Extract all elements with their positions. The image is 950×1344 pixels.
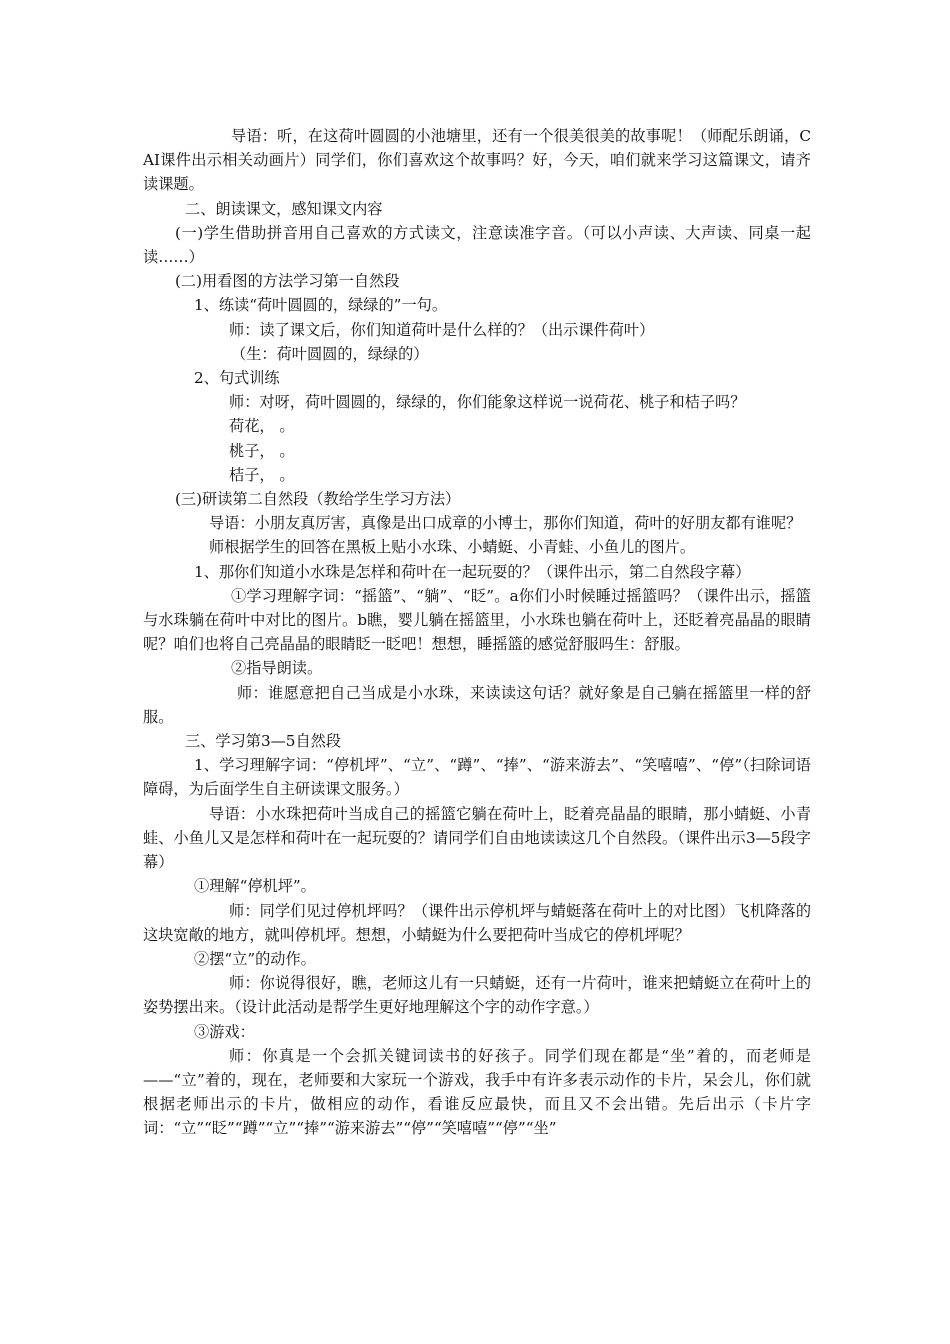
paragraph-guide-dragonfly: 导语：小水珠把荷叶当成自己的摇篮它躺在荷叶上，眨着亮晶晶的眼睛，那小蜻蜓、小青蛙、小鱼儿又是怎样和荷叶在一起玩耍的？请同学们自由地读读这几个自然段。（课件出示3—5段字幕） xyxy=(143,804,811,872)
teacher-apron-question: 师：同学们见过停机坪吗？（课件出示停机坪与蜻蜓落在荷叶上的对比图）飞机降落的这块宽敞的地方，就叫停机坪。想想，小蜻蜓为什么要把荷叶当成它的停机坪呢？ xyxy=(143,901,811,944)
item-vocab-list: 1、学习理解字词：“停机坪”、“立”、“蹲”、“捧”、“游来游去”、“笑嘻嘻”、“停”（扫除词语障碍，为后面学生自主研读课文服务。） xyxy=(143,756,811,799)
paragraph-guide-friends: 导语：小朋友真厉害，真像是出口成章的小博士，那你们知道，荷叶的好朋友都有谁呢？ xyxy=(209,514,802,533)
paragraph-read-text: (一)学生借助拼音用自己喜欢的方式读文，注意读准字音。（可以小声读、大声读、同桌一起读……） xyxy=(143,223,811,267)
paragraph-intro: 导语：听，在这荷叶圆圆的小池塘里，还有一个很美很美的故事呢！（师配乐朗诵，CAI课件出示相关动画片）同学们，你们喜欢这个故事吗？好，今天，咱们就来学习这篇课文，请齐读课题。 xyxy=(143,127,811,194)
student-answer: （生：荷叶圆圆的，绿绿的） xyxy=(231,344,429,363)
section-heading-3: 三、学习第3—5自然段 xyxy=(185,732,342,751)
item-stand-action: ②摆“立”的动作。 xyxy=(194,949,316,968)
paragraph-vocab-cradle: ①学习理解字词：“摇篮”、“躺”、“眨”。a你们小时候睡过摇篮吗？（课件出示，摇篮与水珠躺在荷叶中对比的图片。b瞧，婴儿躺在摇篮里，小水珠也躺在荷叶上，还眨着亮晶晶的眼睛呢？咱们也将自己亮晶晶的眼睛眨一眨吧！想想，睡摇篮的感觉舒服吗生：舒服。 xyxy=(143,586,811,654)
item-game: ③游戏： xyxy=(194,1022,255,1041)
section-heading-2: 二、朗读课文，感知课文内容 xyxy=(185,199,383,218)
item-sentence-training: 2、句式训练 xyxy=(194,369,280,388)
item-practice-reading: 1、练读“荷叶圆圆的，绿绿的”一句。 xyxy=(194,296,448,315)
item-guided-reading: ②指导朗读。 xyxy=(231,659,323,678)
item-water-drop: 1、那你们知道小水珠是怎样和荷叶在一起玩耍的？（课件出示，第二自然段字幕） xyxy=(194,562,751,581)
item-understand-apron: ①理解“停机坪”。 xyxy=(194,877,316,896)
document-body xyxy=(143,124,811,1141)
paragraph-blackboard: 师根据学生的回答在黑板上贴小水珠、小蜻蜓、小青蛙、小鱼儿的图片。 xyxy=(209,538,695,557)
teacher-who-reads: 师：谁愿意把自己当成是小水珠，来读读这句话？就好象是自己躺在摇篮里一样的舒服。 xyxy=(143,683,811,726)
fill-line-peach: 桃子， 。 xyxy=(229,441,295,460)
subheading-picture-method: (二)用看图的方法学习第一自然段 xyxy=(175,272,400,291)
teacher-stand-activity: 师：你说得很好，瞧，老师这儿有一只蜻蜓，还有一片荷叶，谁来把蜻蜓立在荷叶上的姿势摆出来。（设计此活动是帮学生更好地理解这个字的动作字意。） xyxy=(143,974,811,1017)
fill-line-lotus: 荷花， 。 xyxy=(229,417,295,436)
subheading-second-paragraph: (三)研读第二自然段（教给学生学习方法） xyxy=(175,490,461,509)
teacher-prompt-sentences: 师：对呀，荷叶圆圆的，绿绿的，你们能象这样说一说荷花、桃子和桔子吗？ xyxy=(229,393,746,412)
teacher-question-lotus-leaf: 师：读了课文后，你们知道荷叶是什么样的？（出示课件荷叶） xyxy=(229,320,655,339)
fill-line-orange: 桔子， 。 xyxy=(229,465,295,484)
teacher-game-cards: 师：你真是一个会抓关键词读书的好孩子。同学们现在都是“坐”着的，而老师是——“立”着的，现在，老师要和大家玩一个游戏，我手中有许多表示动作的卡片，呆会儿，你们就根据老师出示的卡片，做相应的动作，看谁反应最快，而且又不会出错。先后出示（卡片字词：“立”“眨”“蹲”“立”“捧”“游来游去”“停”“笑嘻嘻”“停”“坐” xyxy=(143,1046,811,1138)
